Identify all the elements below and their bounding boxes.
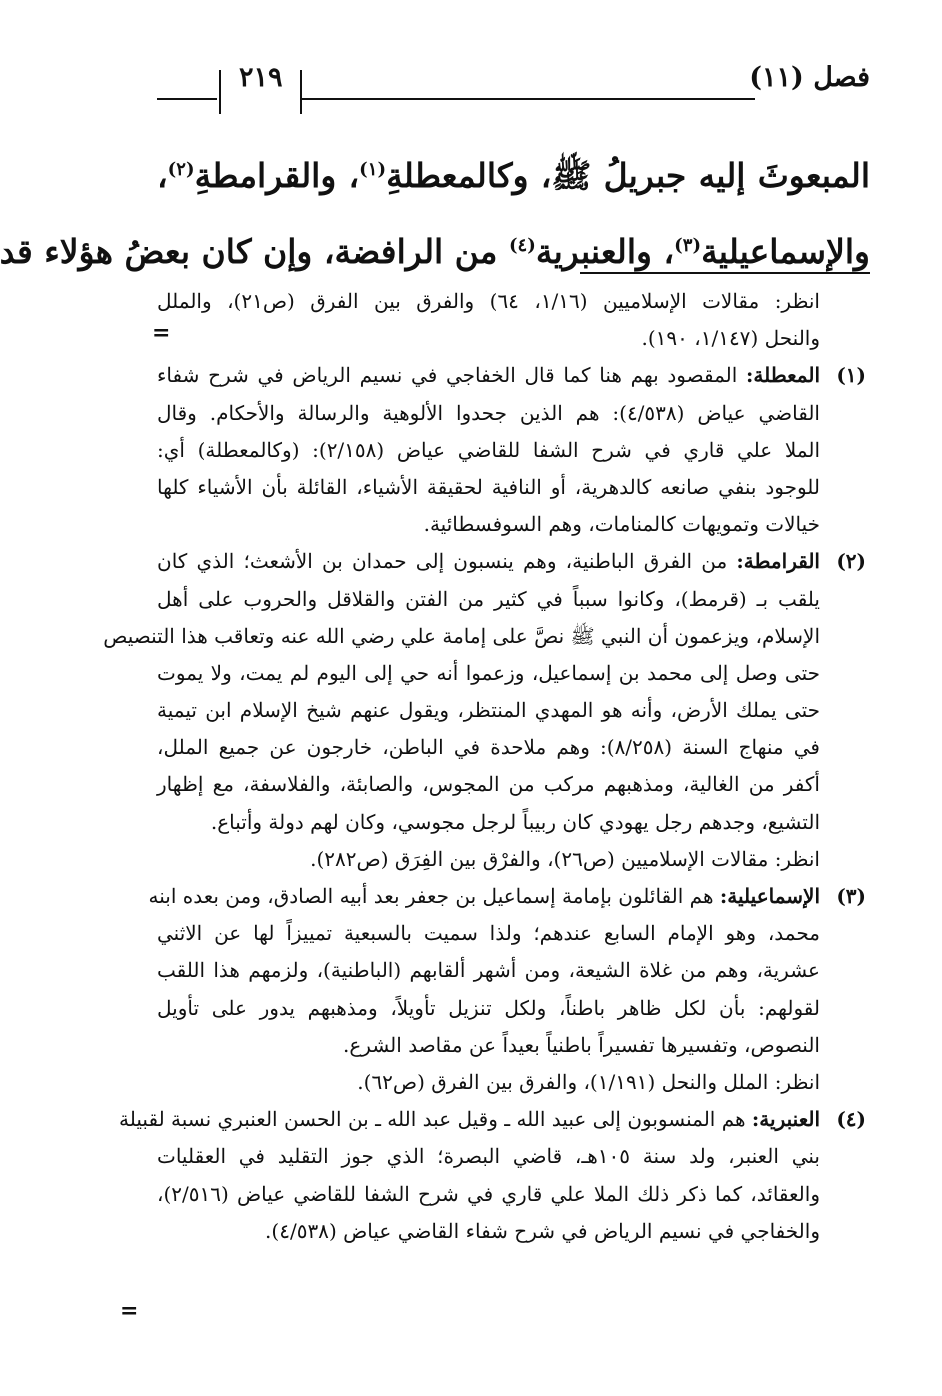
footnote-line: الإسلام، ويزعمون أن النبي ﷺ نصَّ على إمامة علي رضي الله عنه وتعاقب هذا التنصيص <box>103 623 820 648</box>
footnote-line: أكفر من الغالية، ومذهبهم مركب من المجوس، والصابئة، والفلاسفة، مع إظهار <box>157 772 820 797</box>
footnote-line: والخفاجي في نسيم الرياض في شرح شفاء القاضي عياض (٤/٥٣٨). <box>265 1218 820 1243</box>
footnote-line: انظر: مقالات الإسلاميين (١/١٦، ٦٤) والفرق بين الفرق (ص٢١)، والملل <box>157 289 820 313</box>
footnote-line: خيالات وتمويهات كالمنامات، وهم السوفسطائية. <box>423 512 820 537</box>
footnote-3 <box>148 878 866 1101</box>
footnotes <box>103 283 866 1250</box>
header-rule-short <box>157 98 217 100</box>
footnote-line: بني العنبر، ولد سنة ١٠٥هـ، قاضي البصرة؛ الذي جوز التقليد في العقليات <box>157 1144 820 1169</box>
footnote-line: العنبرية: هم المنسوبون إلى عبيد الله ـ وقيل عبد الله ـ بن الحسن العنبري نسبة لقبيلة <box>119 1107 820 1132</box>
footnote-line: انظر: الملل والنحل (١/١٩١)، والفرق بين الفرق (ص٦٢). <box>357 1069 820 1094</box>
main-text-line: والإسماعيلية$^{(٣)}$، والعنبرية$^{(٤)}$ من الرافضة، وإن كان بعضُ هؤلاء قد <box>0 232 870 271</box>
footnote-continued <box>157 283 866 357</box>
header-rule-tick <box>300 70 302 114</box>
footnote-4 <box>119 1101 866 1250</box>
footnote-line: القاضي عياض (٤/٥٣٨): هم الذين جحدوا الألوهية والرسالة والأحكام. وقال <box>157 400 820 425</box>
footnote-separator <box>580 272 870 274</box>
footnote-line: في منهاج السنة (٨/٢٥٨): وهم ملاحدة في الباطن، خارجون عن جميع الملل، <box>157 735 820 760</box>
footnote-line: يلقب بـ (قرمط)، وكانوا سبباً في كثير من الفتن والقلاقل والحروب على أهل <box>157 586 820 611</box>
footnote-line: حتى يملك الأرض، وأنه هو المهدي المنتظر، ويقول عنهم شيخ الإسلام ابن تيمية <box>157 698 820 723</box>
page-header <box>157 62 870 110</box>
footnote-line: التشيع، وجدهم رجل يهودي كان ربيباً لرجل مجوسي، وكان لهم دولة وأتباع. <box>210 809 820 834</box>
footnote-line: والعقائد، كما ذكر ذلك الملا علي قاري في شرح الشفا للقاضي عياض (٢/٥١٦)، <box>157 1181 820 1206</box>
footnote-ref: (٤) <box>508 235 536 256</box>
header-rule <box>302 98 755 100</box>
footnote-line: الملا علي قاري في شرح الشفا للقاضي عياض (٢/١٥٨): (وكالمعطلة) أي: <box>157 437 821 462</box>
page-number: ٢١٩ <box>239 62 283 93</box>
footnote-ref: (٣) <box>674 235 702 256</box>
chapter-title: فصل (١١) <box>749 62 870 93</box>
footnote-line: عشرية، وهم من غلاة الشيعة، ومن أشهر ألقابهم (الباطنية)، ولزمهم هذا اللقب <box>157 958 820 983</box>
footnote-marker: (١) <box>836 363 866 388</box>
footnote-line: محمد، وهو الإمام السابع عندهم؛ ولذا سميت بالسبعية تمييزاً لها عن الاثني <box>157 921 820 946</box>
footnote-term: الإسماعيلية: <box>719 884 820 908</box>
footnote-line: لقولهم: بأن لكل ظاهر باطناً، ولكل تنزيل تأويلاً، ومذهبهم يدور على تأويل <box>157 995 820 1020</box>
footnote-line: والنحل (١/١٤٧، ١٩٠). <box>641 326 820 351</box>
footnote-line: انظر: مقالات الإسلاميين (ص٢٦)، والفرْق بين الفِرَق (ص٢٨٢). <box>310 846 820 871</box>
footnote-marker: (٢) <box>836 549 866 574</box>
footnote-line: الإسماعيلية: هم القائلون بإمامة إسماعيل بن جعفر بعد أبيه الصادق، ومن بعده ابنه <box>148 884 820 908</box>
header-rule-tick <box>219 70 221 114</box>
footnote-line: القرامطة: من الفرق الباطنية، وهم ينسبون إلى حمدان بن الأشعث؛ الذي كان <box>157 549 820 574</box>
footnote-1 <box>157 357 866 543</box>
footnote-term: القرامطة: <box>736 549 820 574</box>
footnote-line: النصوص، وتفسيرها تفسيراً باطنياً بعيداً عن مقاصد الشرع. <box>343 1032 820 1057</box>
continuation-mark: = <box>152 320 171 346</box>
footnote-marker: (٣) <box>836 884 866 908</box>
main-text <box>0 132 870 284</box>
main-text-line: المبعوثَ إليه جبريلُ ﷺ، وكالمعطلةِ$^{(١)}$، والقرامطةِ$^{(٢)}$، <box>157 156 870 195</box>
continuation-mark: = <box>120 1298 139 1324</box>
footnote-term: العنبرية: <box>751 1107 820 1132</box>
footnote-line: المعطلة: المقصود بهم هنا كما قال الخفاجي في نسيم الرياض في شرح شفاء <box>157 363 820 388</box>
footnote-line: للوجود بنفي صانعه كالدهرية، أو النافية لحقيقة الأشياء، القائلة بأن الأشياء كلها <box>157 474 820 499</box>
footnote-ref: (١) <box>359 159 387 180</box>
footnote-term: المعطلة: <box>746 363 820 388</box>
footnote-ref: (٢) <box>167 159 195 180</box>
footnote-2 <box>103 543 866 878</box>
footnote-line: حتى وصل إلى محمد بن إسماعيل، وزعموا أنه حي إلى اليوم لم يمت، ولا يموت <box>157 660 820 685</box>
footnote-marker: (٤) <box>836 1107 866 1132</box>
